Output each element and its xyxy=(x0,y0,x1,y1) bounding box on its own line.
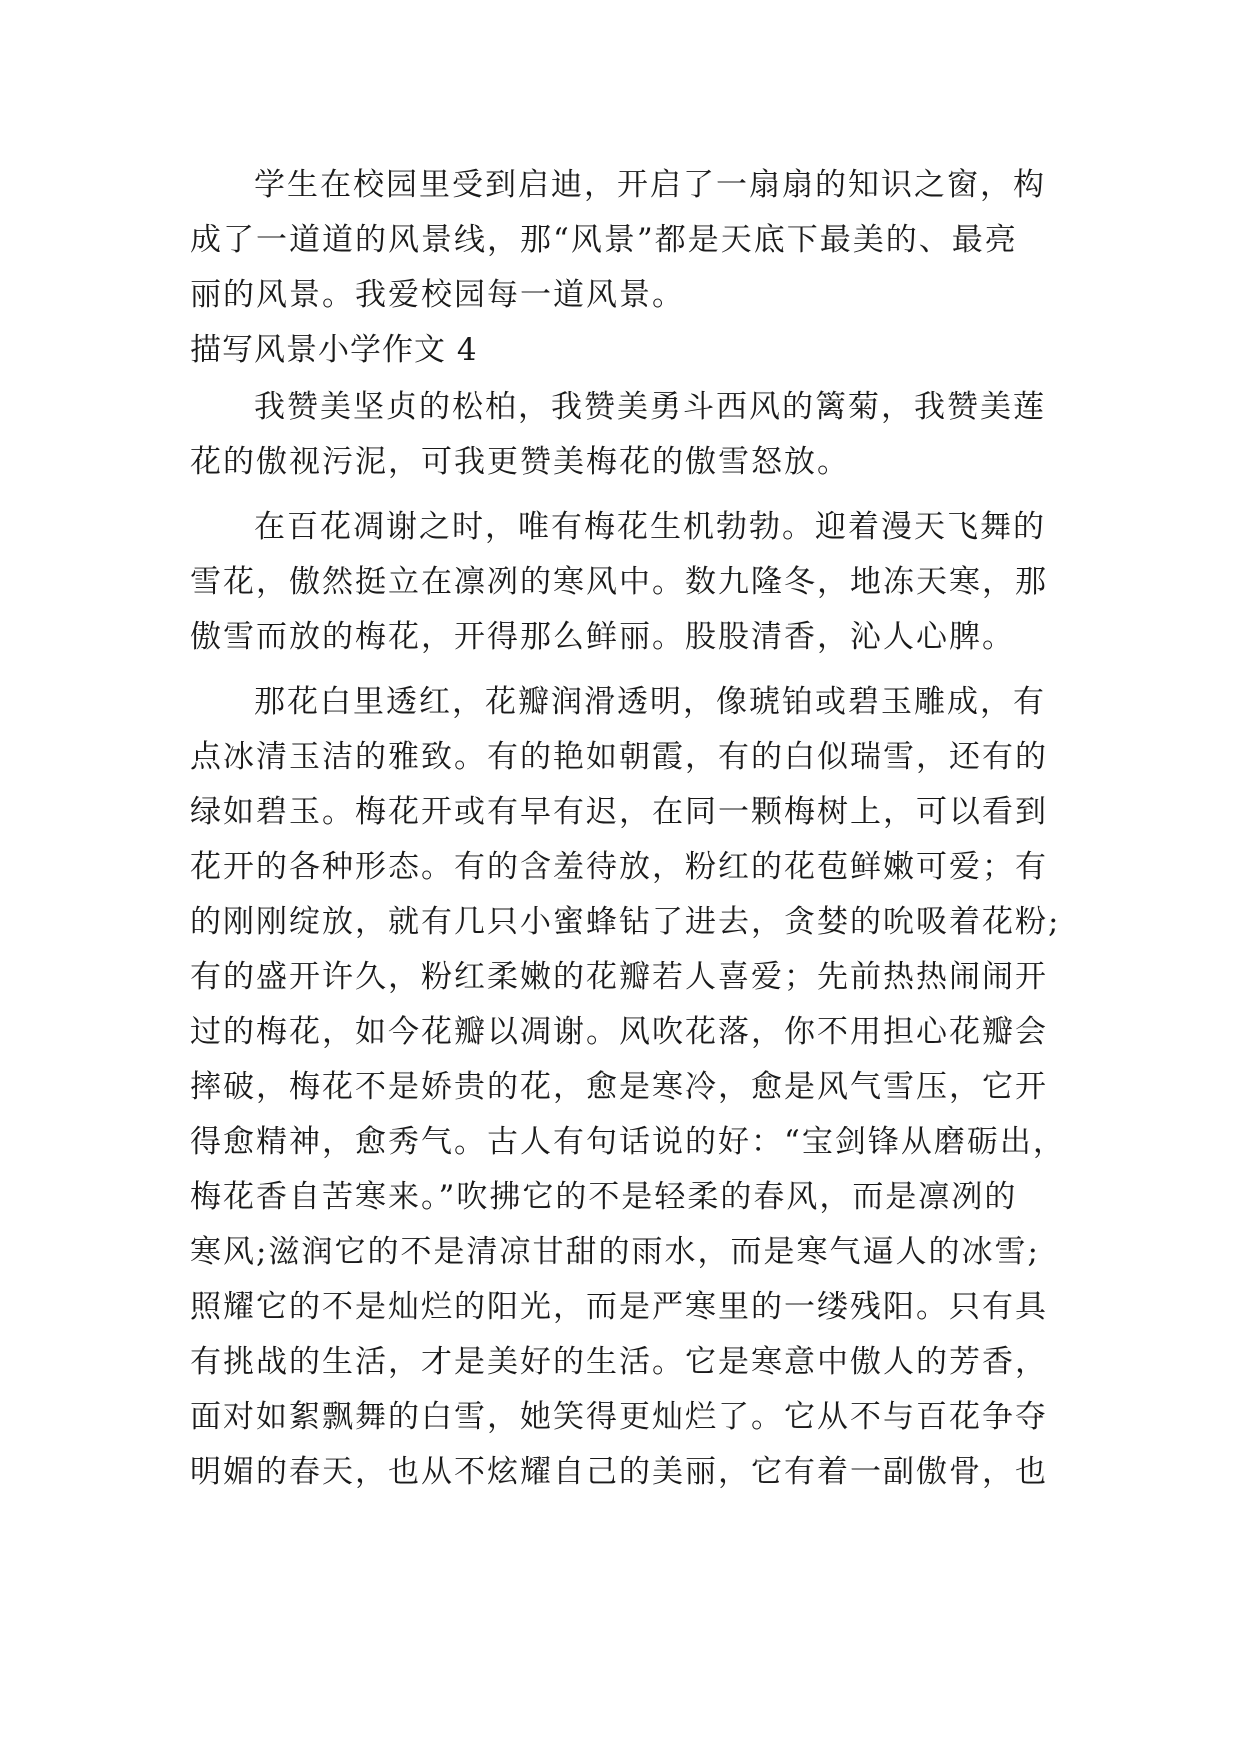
paragraph-line: 寒风;滋润它的不是清凉甘甜的雨水，而是寒气逼人的冰雪; xyxy=(190,1234,1040,1270)
paragraph-line: 成了一道道的风景线，那“风景”都是天底下最美的、最亮 xyxy=(190,222,1018,258)
paragraph-line: 的刚刚绽放，就有几只小蜜蜂钻了进去，贪婪的吮吸着花粉; xyxy=(190,904,1061,940)
paragraph-line: 丽的风景。我爱校园每一道风景。 xyxy=(190,277,685,313)
paragraph-line: 那花白里透红，花瓣润滑透明，像琥铂或碧玉雕成，有 xyxy=(254,684,1046,720)
section-heading: 描写风景小学作文 4 xyxy=(190,332,478,368)
paragraph-line: 傲雪而放的梅花，开得那么鲜丽。股股清香，沁人心脾。 xyxy=(190,619,1015,655)
paragraph-line: 有的盛开许久，粉红柔嫩的花瓣若人喜爱；先前热热闹闹开 xyxy=(190,959,1048,995)
paragraph-line: 学生在校园里受到启迪，开启了一扇扇的知识之窗，构 xyxy=(254,167,1046,203)
paragraph-line: 面对如絮飘舞的白雪，她笑得更灿烂了。它从不与百花争夺 xyxy=(190,1399,1048,1435)
paragraph-line: 花开的各种形态。有的含羞待放，粉红的花苞鲜嫩可爱；有 xyxy=(190,849,1048,885)
paragraph-line: 照耀它的不是灿烂的阳光，而是严寒里的一缕残阳。只有具 xyxy=(190,1289,1048,1325)
paragraph-line: 花的傲视污泥，可我更赞美梅花的傲雪怒放。 xyxy=(190,444,850,480)
paragraph-line: 得愈精神，愈秀气。古人有句话说的好：“宝剑锋从磨砺出， xyxy=(190,1124,1066,1160)
paragraph-line: 绿如碧玉。梅花开或有早有迟，在同一颗梅树上，可以看到 xyxy=(190,794,1048,830)
paragraph-line: 在百花凋谢之时，唯有梅花生机勃勃。迎着漫天飞舞的 xyxy=(254,509,1046,545)
document-page xyxy=(190,160,1066,1600)
paragraph-line: 过的梅花，如今花瓣以凋谢。风吹花落，你不用担心花瓣会 xyxy=(190,1014,1048,1050)
paragraph-line: 明媚的春天，也从不炫耀自己的美丽，它有着一副傲骨，也 xyxy=(190,1454,1048,1490)
paragraph-line: 梅花香自苦寒来。”吹拂它的不是轻柔的春风，而是凛冽的 xyxy=(190,1179,1018,1215)
paragraph-line: 雪花，傲然挺立在凛冽的寒风中。数九隆冬，地冻天寒，那 xyxy=(190,564,1048,600)
paragraph-line: 摔破，梅花不是娇贵的花，愈是寒冷，愈是风气雪压，它开 xyxy=(190,1069,1048,1105)
paragraph-line: 有挑战的生活，才是美好的生活。它是寒意中傲人的芳香， xyxy=(190,1344,1048,1380)
paragraph-line: 点冰清玉洁的雅致。有的艳如朝霞，有的白似瑞雪，还有的 xyxy=(190,739,1048,775)
paragraph-line: 我赞美坚贞的松柏，我赞美勇斗西风的篱菊，我赞美莲 xyxy=(254,389,1046,425)
